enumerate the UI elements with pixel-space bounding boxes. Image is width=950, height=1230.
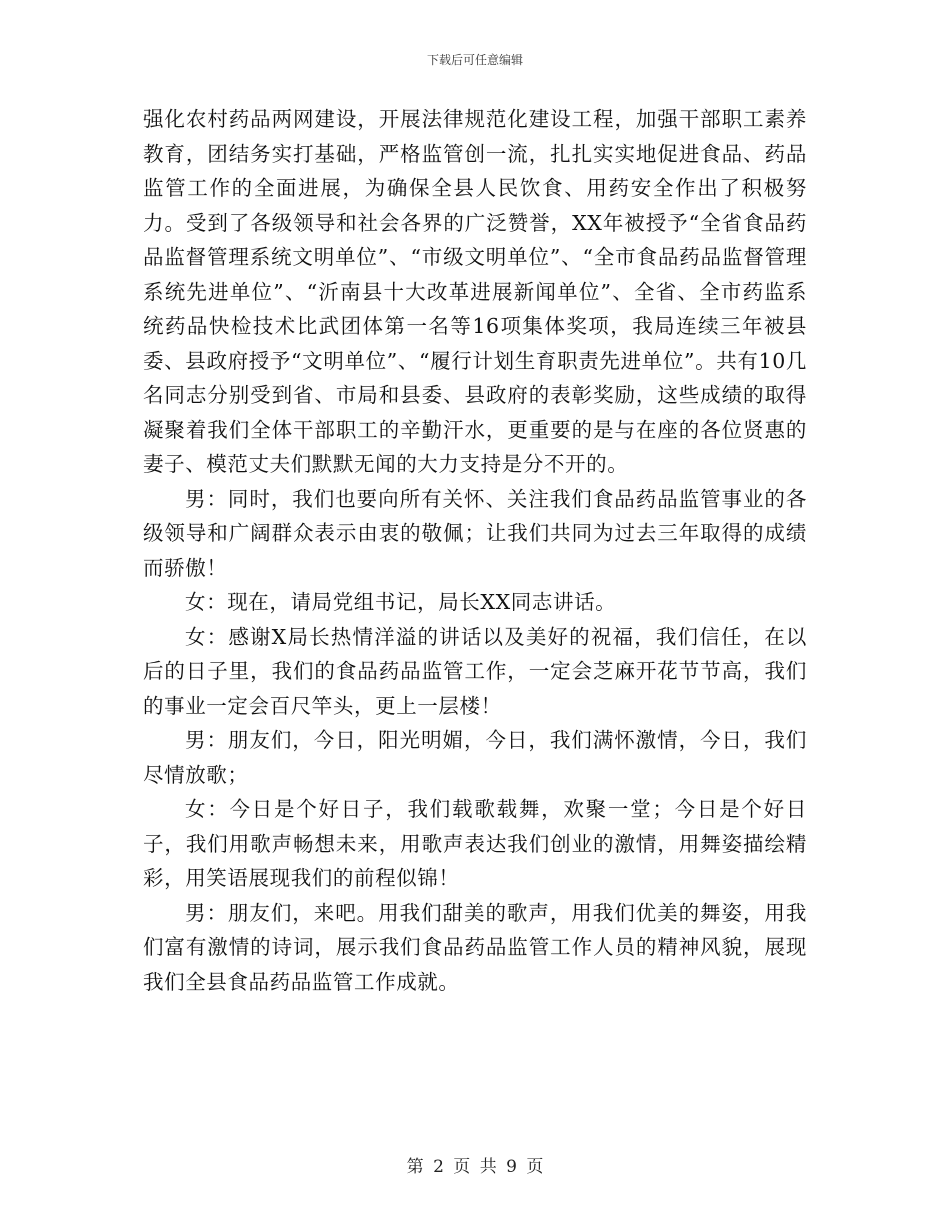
paragraph-1: 强化农村药品两网建设，开展法律规范化建设工程，加强干部职工素养教育，团结务实打基础，严格监管创一流，扎扎实实地促进食品、药品监管工作的全面进展，为确保全县人民饮食、用药安全作出了积极努力。受到了各级领导和社会各界的广泛赞誉，XX年被授予“全省食品药品监督管理系统文明单位”、“市级文明单位”、“全市食品药品监督管理系统先进单位”、“沂南县十大改革进展新闻单位”、全省、全市药监系统药品快检技术比武团体第一名等16项集体奖项，我局连续三年被县委、县政府授予“文明单位”、“履行计划生育职责先进单位”。共有10几名同志分别受到省、市局和县委、县政府的表彰奖励，这些成绩的取得凝聚着我们全体干部职工的辛勤汗水，更重要的是与在座的各位贤惠的妻子、模范丈夫们默默无闻的大力支持是分不开的。 (143, 107, 807, 476)
paragraph-2: 男：同时，我们也要向所有关怀、关注我们食品药品监管事业的各级领导和广阔群众表示由衷的敬佩；让我们共同为过去三年取得的成绩而骄傲！ (143, 486, 807, 580)
paragraph-7: 男：朋友们，来吧。用我们甜美的歌声，用我们优美的舞姿，用我们富有激情的诗词，展示我们食品药品监管工作人员的精神风貌，展现我们全县食品药品监管工作成就。 (143, 900, 807, 994)
paragraph-3: 女：现在，请局党组书记，局长XX同志讲话。 (185, 590, 617, 614)
paragraph-5: 男：朋友们，今日，阳光明媚，今日，我们满怀激情，今日，我们尽情放歌； (143, 728, 807, 787)
document-body (143, 102, 807, 999)
paragraph-6: 女：今日是个好日子，我们载歌载舞，欢聚一堂；今日是个好日子，我们用歌声畅想未来，用歌声表达我们创业的激情，用舞姿描绘精彩，用笑语展现我们的前程似锦！ (143, 797, 807, 890)
page-header: 下载后可任意编辑 (426, 53, 523, 67)
paragraph-4: 女：感谢X局长热情洋溢的讲话以及美好的祝福，我们信任，在以后的日子里，我们的食品药品监管工作，一定会芝麻开花节节高，我们的事业一定会百尺竿头，更上一层楼！ (143, 624, 807, 718)
page-number-footer: 第 2 页 共 9 页 (406, 1157, 544, 1177)
